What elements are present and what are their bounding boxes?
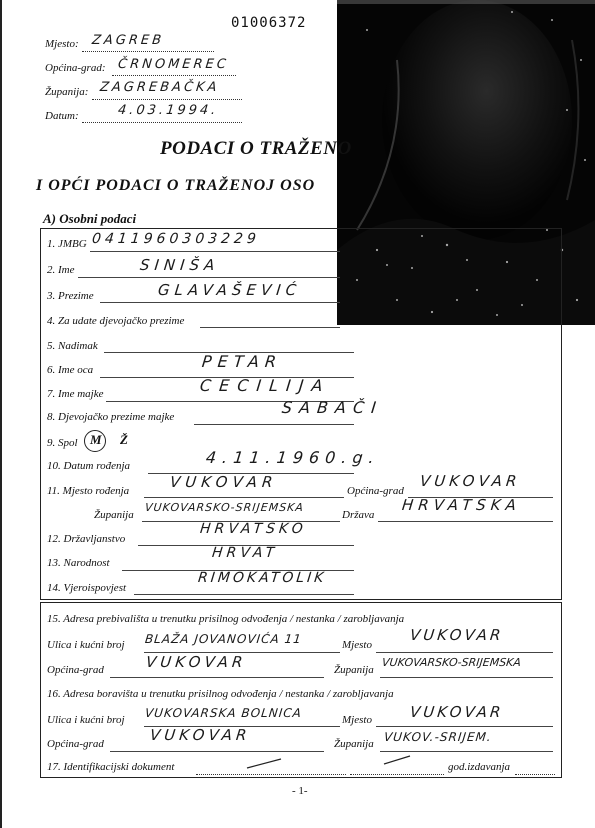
jmbg-underline — [90, 251, 340, 252]
opcina-address-underline — [110, 677, 324, 678]
opcina-grad-value: VUKOVAR — [419, 472, 522, 490]
god-izdavanja-underline — [515, 774, 555, 775]
ulica-value: BLAŽA JOVANOVIĆA 11 — [144, 632, 303, 646]
main-title: PODACI O TRAŽENO — [160, 138, 352, 159]
spol-label: 9. Spol — [47, 437, 78, 449]
mjesto-label: Mjesto: — [45, 38, 79, 50]
drzava-underline — [378, 521, 553, 522]
opcina-address-value: VUKOVAR — [145, 653, 248, 671]
zupanija-label: Županija — [94, 509, 134, 521]
opcina-underline — [112, 75, 236, 76]
spol-z-option: Ž — [120, 432, 128, 447]
drzavljanstvo-label: 12. Državljanstvo — [47, 533, 126, 545]
mjesto-rodj-value: VUKOVAR — [169, 473, 279, 491]
prezime-value: GLAVAŠEVIĆ — [157, 281, 303, 299]
mjesto-rodj-underline — [144, 497, 344, 498]
dokument-underline — [196, 774, 346, 775]
ime-majke-label: 7. Ime majke — [47, 388, 104, 400]
opcina-label: Općina-grad: — [45, 62, 106, 74]
opcina-grad-label: Općina-grad — [347, 485, 404, 497]
jmbg-value: 0411960303229 — [91, 231, 261, 247]
mjesto2-label: Mjesto — [342, 714, 372, 726]
datum-underline — [82, 122, 242, 123]
ime-label: 2. Ime — [47, 264, 75, 276]
ulica-label: Ulica i kućni broj — [47, 639, 125, 651]
zupanija2-value: VUKOV.-SRIJEM. — [383, 730, 493, 744]
ime-value: SINIŠA — [139, 256, 221, 274]
mjesto-address-value: VUKOVAR — [409, 626, 505, 644]
document-number: 01006372 — [231, 15, 307, 31]
prezime-underline — [100, 302, 340, 303]
opcina-value: ČRNOMEREC — [117, 57, 230, 72]
ime-oca-label: 6. Ime oca — [47, 364, 94, 376]
udate-label: 4. Za udate djevojačko prezime — [47, 315, 185, 327]
djev-majke-label: 8. Djevojačko prezime majke — [47, 411, 175, 423]
dokument-dash-mark-1 — [245, 754, 285, 772]
djev-majke-value: SABAČI — [281, 398, 384, 417]
boraviste-label: 16. Adresa boravišta u trenutku prisilnog odvođenja / nestanka / zarobljavanja — [47, 688, 394, 700]
datum-rodj-value: 4.11.1960.g. — [205, 448, 381, 467]
zupanija-address-underline — [380, 677, 553, 678]
vjera-label: 14. Vjeroispovjest — [47, 582, 127, 594]
zupanija2-label: Županija — [334, 738, 374, 750]
page-number: - 1- — [292, 785, 308, 797]
opcina2-value: VUKOVAR — [149, 726, 252, 744]
mjesto-address-label: Mjesto — [342, 639, 372, 651]
zupanija-header-label: Županija: — [45, 86, 89, 98]
prebivaliste-label: 15. Adresa prebivališta u trenutku prisilnog odvođenja / nestanka / zarobljavanja — [47, 613, 405, 625]
ime-underline — [78, 277, 340, 278]
drzava-value: HRVATSKA — [401, 496, 522, 514]
drzava-label: Država — [342, 509, 375, 521]
narodnost-label: 13. Narodnost — [47, 557, 110, 569]
zupanija-address-value: VUKOVARSKO-SRIJEMSKA — [381, 656, 522, 669]
ulica2-value: VUKOVARSKA BOLNICA — [144, 706, 303, 720]
zupanija-address-label: Županija — [334, 664, 374, 676]
dokument-dash-mark-2 — [382, 752, 414, 768]
datum-rodj-label: 10. Datum rođenja — [47, 460, 131, 472]
page-left-edge — [0, 0, 2, 828]
opcina-address-label: Općina-grad — [47, 664, 104, 676]
narodnost-value: HRVAT — [211, 545, 279, 561]
nadimak-label: 5. Nadimak — [47, 340, 98, 352]
god-izdavanja-label: god.izdavanja — [448, 761, 511, 773]
subsection-title: A) Osobni podaci — [43, 211, 137, 226]
zupanija-header-underline — [92, 99, 242, 100]
mjesto-rodj-label: 11. Mjesto rođenja — [47, 485, 130, 497]
datum-label: Datum: — [45, 110, 79, 122]
zupanija-value: VUKOVARSKO-SRIJEMSKA — [144, 501, 305, 514]
udate-underline — [200, 327, 340, 328]
mjesto-value: ZAGREB — [91, 33, 165, 48]
opcina2-label: Općina-grad — [47, 738, 104, 750]
ulica2-label: Ulica i kućni broj — [47, 714, 125, 726]
mjesto2-value: VUKOVAR — [409, 703, 505, 721]
vjera-value: RIMOKATOLIK — [197, 570, 328, 586]
mjesto-underline — [82, 51, 214, 52]
mjesto-address-underline — [376, 652, 553, 653]
dokument-label: 17. Identifikacijski dokument — [47, 761, 175, 773]
opcina2-underline — [110, 751, 324, 752]
dokument-underline-2 — [350, 774, 444, 775]
ime-oca-value: PETAR — [201, 352, 284, 371]
zupanija-header-value: ZAGREBAČKA — [99, 80, 221, 95]
section-title: I OPĆI PODACI O TRAŽENOJ OSO — [36, 177, 316, 194]
djev-majke-underline — [194, 424, 354, 425]
spol-m-option: M — [90, 432, 102, 447]
vjera-underline — [134, 594, 354, 595]
drzavljanstvo-value: HRVATSKO — [199, 521, 308, 537]
mjesto2-underline — [376, 726, 553, 727]
prezime-label: 3. Prezime — [47, 290, 94, 302]
datum-value: 4.03.1994. — [117, 103, 220, 118]
ime-majke-value: CECILIJA — [199, 376, 332, 395]
jmbg-label: 1. JMBG — [47, 238, 87, 250]
